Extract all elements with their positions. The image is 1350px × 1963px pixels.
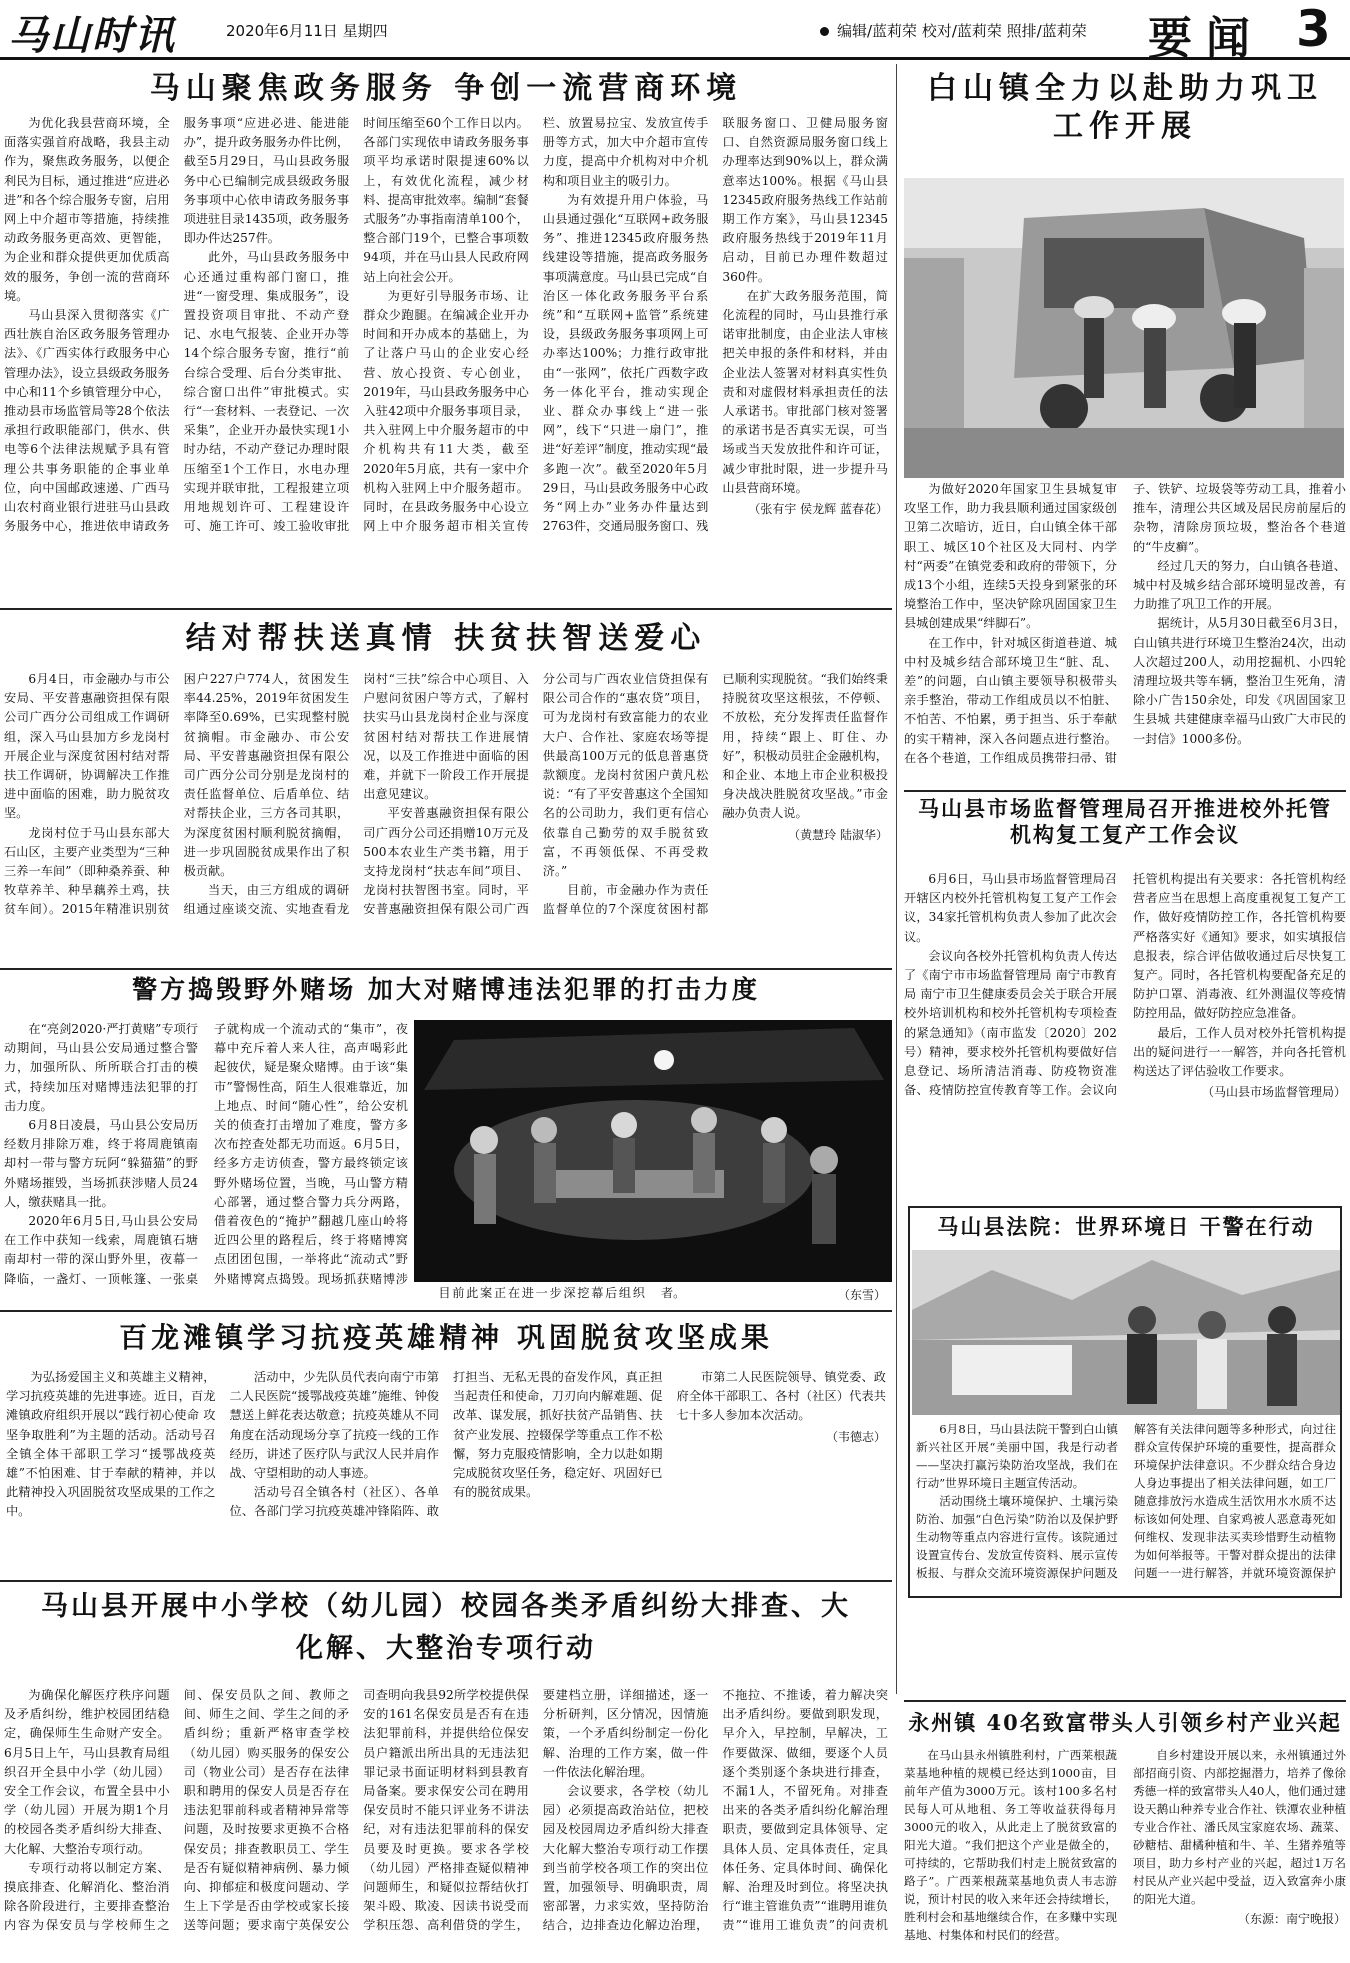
paragraph: 市第二人民医院领导、镇党委、政府全体干部职工、各村（社区）代表共七十多人参加本次活动。 — [676, 1370, 886, 1423]
section-rule — [0, 1310, 892, 1312]
article-body — [0, 670, 892, 958]
paragraph: 为做好2020年国家卫生县城复审攻坚工作，助力我县顺利通过国家级创卫第二次暗访，近日，白山镇全体干部职工、城区10个社区及大同村、内学村“两委”在镇党委和政府的带领下，分成13个小组，连续5天投身到紧张的环境整治工作中，坚决铲除巩固国家卫生县城创建成果“绊脚石”。 — [904, 482, 1117, 631]
paragraph: 专项行动将以制定方案、摸底排查、化解消化、整治消除各阶段进行，主要排查整治内容为保安员与学校师生之间、保安员队之间、教师之间、师生之间、学生之间的矛盾纠纷；重新严格审查学校（幼儿园）购买服务的保安公司（物业公司）是否存在法律职和聘用的保安人员是否存在违法犯罪前科或者精神异常等问题，及时按要求更换不合格保安员；排查教职员工、学生是否有疑似精神病例、暴力倾向、抑郁症和极度问题动、学生上下学是否由学校或家长接送等问题；要求南宁英保安公司查明向我县92所学校提供保安的161名保安员是否有在违法犯罪前科，并提供给位保安员户籍派出所出具的无违法犯罪记录书面证明材料到县教育局备案。要求保安公司在聘用保安员时不能只评业务不讲法纪，对有违法犯罪前科的保安员要及时更换。要求各学校（幼儿园）严格排查疑似精神问题师生，和疑似拉帮结伙打架斗殴、欺凌、因读书说受而学积压怨、高利借贷的学生，要建档立册，详细描述，逐一分析研判，区分情况，因情施策，一个矛盾纠纷制定一份化解、治理的工作方案，做一件一件依法化解治理。 — [4, 1688, 709, 1933]
byline: （黄慧玲 陆淑华） — [788, 827, 888, 842]
paragraph: 6月6日，马山县市场监督管理局召开辖区内校外托管机构复工复产工作会议，34家托管机构负责人参加了此次会议。 — [904, 872, 1117, 944]
paragraph: 在工作中，针对城区街道巷道、城中村及城乡结合部环境卫生“脏、乱、差”的问题，白山镇主要领导积极带头亲手整治，带动工作组成员以不怕脏、不怕苦、不怕累，勇于担当、乐于奉献的实干精神，深入各问题点进行整治。在各个巷道，工作组成员携带扫帚、钳子、铁铲、垃圾袋等劳动工具，推着小推车，清理公共区域及居民房前屋后的杂物，清除房顶垃圾，整治各个巷道的“牛皮癣”。 — [904, 482, 1346, 765]
photo-cleanup-crew — [904, 178, 1344, 478]
paragraph: 为有效提升用户体验，马山县通过强化“互联网+政务服务”、推进12345政府服务热线建设等措施，提高政务服务事项满意度。马山县已完成“自治区一体化政务服务平台系统”和“互联网+监管”系统建设，县级政务服务事项网上可办率达100%；力推行政审批由“一张网”，依托广西数字政务一体化平台，推动实现企业、群众办事线上“进一张网”，线下“只进一扇门”，推进“好差评”制度，推动实现“最多跑一次”。截至2020年5月29日，马山县政务服务中心政务“网上办”业务办件量达到2763件，交通局服务窗口、残联服务窗口、卫健局服务窗口、自然资源局服务窗口线上办理率达到90%以上，群众满意率达100%。根据《马山县12345政府服务热线工作站前期工作方案》，马山县12345政府服务热线于2019年11月启动，目前已办理件数超过360件。 — [542, 116, 888, 534]
article-body — [0, 1686, 892, 1954]
article-body — [0, 1368, 892, 1548]
headline-business-environment: 马山聚焦政务服务 争创一流营商环境 — [149, 71, 743, 106]
section-rule — [904, 790, 1346, 792]
paragraph: 目前，市金融办作为责任监督单位的7个深度贫困村都已顺利实现脱贫。“我们始终秉持脱贫攻坚这根弦，不停顿、不放松，充分发挥责任监督作用，持续“跟上、盯住、办好”，积极动员驻企金融机构，和企业、本地上市企业积极投身决战决胜脱贫攻坚战。”市金融办负责人说。 — [542, 672, 888, 917]
article-police-gambling — [0, 974, 892, 1304]
paragraph: 自乡村建设开展以来，永州镇通过外部招商引资、内部挖掘潜力，培养了像徐秀德一样的致富带头人40人，他们通过建设天鹅山种养专业合作社、铁潭农业种植专业合作社、潘氏凤宝家庭农场、蔬菜、砂糖桔、甜橘种植和牛、羊、生猪养殖等项目，助力乡村产业的兴起，超过1万名村民从产业兴起中受益，迈入致富奔小康的阳光大道。 — [1133, 1748, 1346, 1906]
paragraph: 在扩大政务服务范围，简化流程的同时，马山县推行承诺审批制度，由企业法人审核把关申报的条件和材料，并由企业法人签署对材料真实性负责和对虚假材料承担责任的法人承诺书。审批部门核对签署的承诺书是否真实无误，可当场或当天发放批件和许可证，减少审批时限，进一步提升马山县营商环境。 — [722, 288, 888, 495]
headline-market-supervision: 马山县市场监督管理局召开推进校外托管机构复工复产工作会议 — [918, 796, 1332, 848]
section-rule — [0, 968, 892, 970]
article-body — [904, 480, 1346, 780]
headline-school-disputes: 马山县开展中小学校（幼儿园）校园各类矛盾纠纷大排查、大化解、大整治专项行动 — [41, 1591, 851, 1664]
paragraph: 为更好引导服务市场、让群众少跑腿。在编减企业开办时间和开办成本的基础上，为了让落户马山的企业安心经营、放心投资、专心创业，2019年，马山县政务服务中心入驻42项中介服务事项目录，共入驻网上中介服务超市的中介机构共有11大类，截至2020年5月底，共有一家中介机构入驻网上中介服务超市。同时，在县政务服务中心设立网上中介服务超市相关宣传栏、放置易拉宝、发放宣传手册等方式，加大中介超市宣传力度，提高中介机构对中介机构和项目业主的吸引力。 — [363, 116, 709, 534]
byline: （张有宇 侯龙辉 蓝春花） — [748, 502, 888, 517]
section-rule — [0, 1580, 892, 1582]
issue-date: 2020年6月11日 星期四 — [226, 22, 388, 40]
byline: （韦德志） — [825, 1429, 886, 1444]
headline-court-environment-day: 马山县法院：世界环境日 干警在行动 — [937, 1214, 1315, 1239]
article-body-lower — [414, 1284, 892, 1304]
paragraph: 为弘扬爱国主义和英雄主义精神，学习抗疫英雄的先进事迹。近日，百龙滩镇政府组织开展以“践行初心使命 攻坚争取胜利”为主题的活动。活动号召全镇全体干部职工学习“援鄂战疫英雄”不怕困难、甘于奉献的精神，并以此精神投入巩固脱贫攻坚成果的工作之中。 — [6, 1370, 216, 1519]
newspaper-logo: 马山时讯 — [8, 12, 176, 59]
paragraph: 活动围绕土壤环境保护、土壤污染防治、加强“白色污染”防治以及保护野生动物等重点内容进行宣传。该院通过设置宣传台、发放宣传资料、展示宣传板报、与群众交流环境资源保护问题及解答有关法律问题等多种形式，向过往群众宣传保护环境的重要性，提高群众环境保护法律意识。不少群众结合身边人身边事提出了相关法律问题，如工厂随意排放污水造成生活饮用水水质不达标该如何处理、自家鸡被人恶意毒死如何维权、发现非法买卖珍惜野生动植物为如何举报等。干警对群众提出的法律问题一一进行解答，并就环境资源保护 — [916, 1422, 1336, 1580]
article-business-environment — [0, 64, 892, 604]
paragraph: 2020年6月5日,马山县公安局在工作中获知一线索，周鹿镇石塘南却村一带的深山野外里，夜幕一降临，一盏灯、一顶帐篷、一张桌子就构成一个流动式的“集市”，夜幕中充斥着人来人往，高声喝彩此起彼伏，疑是聚众赌博。由于该“集市”警惕性高，陌生人很难靠近，加上地点、时间“随心性”，给公安机关的侦查打击增加了难度，警方多次布控查处都无功而返。6月5日，经多方走访侦查，警方最终锁定该野外赌场位置，当晚，马山警方精心部署，通过整合警力兵分两路，借着夜色的“掩护”翻越几座山岭将近四公里的路程后，终于将赌博窝点团团包围，一举将此“流动式”野外赌博窝点捣毁。现场抓获赌博涉 — [4, 1022, 408, 1286]
headline-bailongtan: 百龙滩镇学习抗疫英雄精神 巩固脱贫攻坚成果 — [119, 1321, 773, 1354]
paragraph: 为确保化解医疗秩序问题及矛盾纠纷，维护校园团结稳定，确保师生生命财产安全。6月5日上午，马山县教育局组织召开全县中小学（幼儿园）安全工作会议，布置全县中小学（幼儿园）开展为期1个月的校园各类矛盾纠纷大排查、大化解、大整治专项行动。 — [4, 1688, 170, 1856]
paragraph: 会议要求，各学校（幼儿园）必须提高政治站位，把校园及校园周边矛盾纠纷大排查大化解大整治专项行动工作摆到当前学校各项工作的突出位置，加强领导、明确职责，周密部署，力求实效，坚持防治结合，边排查边化解边治理，不拖拉、不推诿，着力解决突出矛盾纠纷。要做到职发现，早介入，早控制，早解决，工作要做深、做细，要逐个人员逐个类别逐个条块进行排查，不漏1人，不留死角。对排查出来的各类矛盾纠纷化解治理职责，要做到定具体领导、定具体人员、定具体责任，定具体任务、定具体时间、确保化解、治理及时到位。将坚决执行“谁主管谁负责”“谁聘用谁负责”“谁用工谁负责”的问责机 — [542, 1688, 888, 1933]
byline: （东雪） — [837, 1288, 886, 1302]
masthead — [0, 0, 1350, 64]
article-market-supervision — [904, 796, 1346, 1146]
section-rule — [0, 608, 892, 610]
paragraph: 经过几天的努力，白山镇各巷道、城中村及城乡结合部环境明显改善，有力助推了巩卫工作的开展。 — [1133, 558, 1346, 612]
article-poverty-aid — [0, 614, 892, 964]
editor-credits-text: 编辑/蓝莉荣 校对/蓝莉荣 照排/蓝莉荣 — [837, 22, 1087, 40]
paragraph: 马山县深入贯彻落实《广西壮族自治区政务服务管理办法》、《广西实体行政服务中心管理办法》，设立县级政务服务中心和11个乡镇管理分中心，推动县市场监管局等28个依法承担行政职能部门，供水、供电等6个法律法规赋予具有管理公共事务职能的企事业单位，向中国邮政速递、广西马山农村商业银行进驻马山县政务服务中心，推进依申请政务服务事项“应进必进、能进能办”，提升政务服务办件比例，截至5月29日，马山县政务服务中心已编制完成县级政务服务事项中心依申请政务服务事项进驻目录1435项，政务服务即办件达257件。 — [4, 116, 350, 534]
photo-night-raid — [414, 1020, 892, 1282]
column-divider — [896, 64, 897, 1694]
paragraph: 会议向各校外托管机构负责人传达了《南宁市市场监督管理局 南宁市教育局 南宁市卫生健康委员会关于联合开展校外培训机构和校外托管机构专项检查的紧急通知》（南市监发〔2020〕202号）精神，要求校外托管机构要做好信息登记、场所清洁消毒、防疫物资准备、疫情防控宣传教育等工作。会议向托管机构提出有关要求：各托管机构经营者应当在思想上高度重视复工复产工作，做好疫情防控工作，各托管机构要严格落实好《通知》要求，如实填报信息报表，综合评估做收通过后尽快复工复产。同时，各托管机构要配备充足的防护口罩、消毒液、红外测温仪等疫情防控用品，做好防控应急准备。 — [904, 872, 1346, 1098]
section-title: 要闻 — [1148, 13, 1264, 64]
article-yongzhou — [904, 1704, 1346, 1962]
paragraph: 6月8日凌晨，马山县公安局历经数月排除万难，终于将周鹿镇南却村一带与警方玩阿“躲猫猫”的野外赌场摧毁，当场抓获涉赌人员24人，缴获赌具一批。 — [4, 1118, 198, 1209]
editor-credits — [820, 20, 1087, 41]
paragraph: 6月4日，市金融办与市公安局、平安普惠融资担保有限公司广西分公司组成工作调研组，深入马山县加方乡龙岗村开展企业与深度贫困村结对帮扶工作调研，协调解决工作推进中面临的困难，助力脱贫攻坚。 — [4, 672, 170, 821]
paragraph: 目前此案正在进一步深挖幕后组织者。 — [438, 1286, 686, 1300]
paragraph: 活动中，少先队员代表向南宁市第二人民医院“援鄂战疫英雄”施维、钟俊慧送上鲜花表达敬意；抗疫英雄从不同角度在活动现场分享了抗疫一线的工作经历，讲述了医疗队与武汉人民并肩作战、守望相助的动人事迹。 — [229, 1370, 439, 1481]
paragraph: 在马山县永州镇胜利村，广西莱根蔬菜基地种植的规模已经达到1000亩，目前年产值为3000万元。该村100多名村民每人可从地租、务工等收益获得每月3000元的收入，从此走上了脱贫致富的阳光大道。“我们把这个产业是做全的，可持续的，它帮助我们村走上脱贫致富的路子”。广西莱根蔬菜基地负责人韦志游说，预计村民的收入来年还会持续增长，胜利村会和基地继续合作，在多赚中实现基地、村集体和村民们的经营。 — [904, 1748, 1117, 1942]
paragraph: 平安普惠融资担保有限公司广西分公司还捐赠10万元及500本农业生产类书籍，用于支持龙岗村“扶志车间”项目、龙岗村扶智图书室。同时，平安普惠融资担保有限公司广西分公司与广西农业信贷担保有限公司合作的“惠农贷”项目，可为龙岗村有致富能力的农业大户、合作社、家庭农场等提供最高100万元的低息普惠贷款额度。龙岗村贫困户黄凡松说：“有了平安普惠这个全国知名的公司助力，我们更有信心依靠自己勤劳的双手脱贫致富，不再领低保、不再受救济。” — [363, 672, 709, 917]
paragraph: 此外，马山县政务服务中心还通过重构部门窗口，推进“一窗受理、集成服务”，设置投资项目审批、不动产登记、水电气报装、企业开办等14个综合服务专窗，推行“前台综合受理、后台分类审批、综合窗口出件”审批模式。实行“一套材料、一表登记、一次采集”，企业开办最快实现1小时办结，不动产登记办理时限压缩至1个工作日，水电办理实现并联审批，工程报建立项用地规划许可、工程建设许可、施工许可、竣工验收审批时间压缩至60个工作日以内。各部门实现依申请政务服务事项平均承诺时限提速60%以上，有效优化流程，减少材料、提高审批效率。编制“套餐式服务”办事指南清单100个，整合部门19个，已整合事项数94项，并在马山县人民政府网站上向社会公开。 — [183, 116, 529, 534]
headline-yongzhou: 永州镇 40名致富带头人引领乡村产业兴起 — [908, 1710, 1342, 1735]
paragraph: 6月8日，马山县法院干警到白山镇新兴社区开展“美丽中国，我是行动者——坚决打赢污染防治攻坚战，我们在行动”世界环境日主题宣传活动。 — [916, 1422, 1118, 1490]
section-rule — [904, 1700, 1346, 1702]
bullet-icon — [820, 27, 829, 36]
page-number: 3 — [1296, 0, 1331, 58]
byline: （马山县市场监督管理局） — [1201, 1085, 1346, 1100]
article-body — [916, 1420, 1336, 1596]
headline-baishan: 白山镇全力以赴助力巩卫工作开展 — [927, 71, 1323, 144]
paragraph: 据统计，从5月30日截至6月3日，白山镇共进行环境卫生整治24次，出动人次超过200人，动用挖掘机、小四轮清理垃圾共等车辆，整治卫生死角，清除小广告150余处，印发《巩固国家卫生县城 共建健康幸福马山致广大市民的一封信》1000多份。 — [1133, 616, 1346, 746]
paragraph: 最后，工作人员对校外托管机构提出的疑问进行一一解答，并向各托管机构送达了评估验收工作要求。 — [1133, 1025, 1346, 1079]
article-court-environment-day — [912, 1210, 1340, 1598]
headline-poverty-aid: 结对帮扶送真情 扶贫扶智送爱心 — [185, 621, 707, 656]
paragraph: 龙岗村位于马山县东部大石山区，主要产业类型为“三种三养一车间”（即种桑养蚕、种牧草养羊、种旱藕养土鸡，扶贫车间）。2015年精准识别贫困户227户774人，贫困发生率44.25%，2019年贫困发生率降至0.69%，已实现整村脱贫摘帽。市金融办、市公安局、平安普惠融资担保有限公司广西分公司分别是龙岗村的责任监督单位、后盾单位、结对帮扶企业，三方各司其职，为深度贫困村顺利脱贫摘帽，进一步巩固脱贫成果作出了积极贡献。 — [4, 672, 350, 917]
byline: （东源：南宁晚报） — [1237, 1912, 1346, 1926]
article-school-disputes — [0, 1586, 892, 1962]
headline-police-gambling: 警方捣毁野外赌场 加大对赌博违法犯罪的打击力度 — [132, 975, 760, 1004]
paragraph: 在“亮剑2020·严打黄赌”专项行动期间，马山县公安局通过整合警力，加强所队、所所联合打击的模式，持续加压对赌博违法犯罪的打击力度。 — [4, 1022, 198, 1113]
article-body — [904, 870, 1346, 1140]
photo-court-outreach — [912, 1250, 1340, 1415]
article-body — [4, 1020, 408, 1302]
paragraph: 活动号召全镇各村（社区）、各单位、各部门学习抗疫英雄冲锋陷阵、敢打担当、无私无畏的奋发作风，真正担当起责任和使命，刀刃向内解难题、促改革、谋发展，抓好扶贫产品销售、扶贫产业发展、控辍保学等重点工作不松懈，努力克服疫情影响，全力以赴如期完成脱贫攻坚任务，稳定好、巩固好已有的脱贫成果。 — [229, 1370, 663, 1519]
article-baishan — [904, 64, 1346, 784]
paragraph: 为优化我县营商环境，全面落实强首府战略，我县主动作为，聚焦政务服务，以便企利民为目标，通过推进“应进必进”和各个综合服务专窗，启用网上中介超市等措施，持续推动政务服务更高效、更智能，为企业和群众提供更加优质高效的服务，争创一流的营商环境。 — [4, 116, 170, 303]
article-body — [0, 114, 892, 554]
paragraph: 当天，由三方组成的调研组通过座谈交流、实地查看龙岗村“三扶”综合中心项目、入户慰问贫困户等方式，了解村扶实马山县龙岗村企业与深度贫困村结对帮扶工作进展情况，以及工作推进中面临的困难，并就下一阶段工作开展提出意见建议。 — [183, 672, 529, 917]
article-body — [904, 1746, 1346, 1958]
article-bailongtan — [0, 1316, 892, 1556]
